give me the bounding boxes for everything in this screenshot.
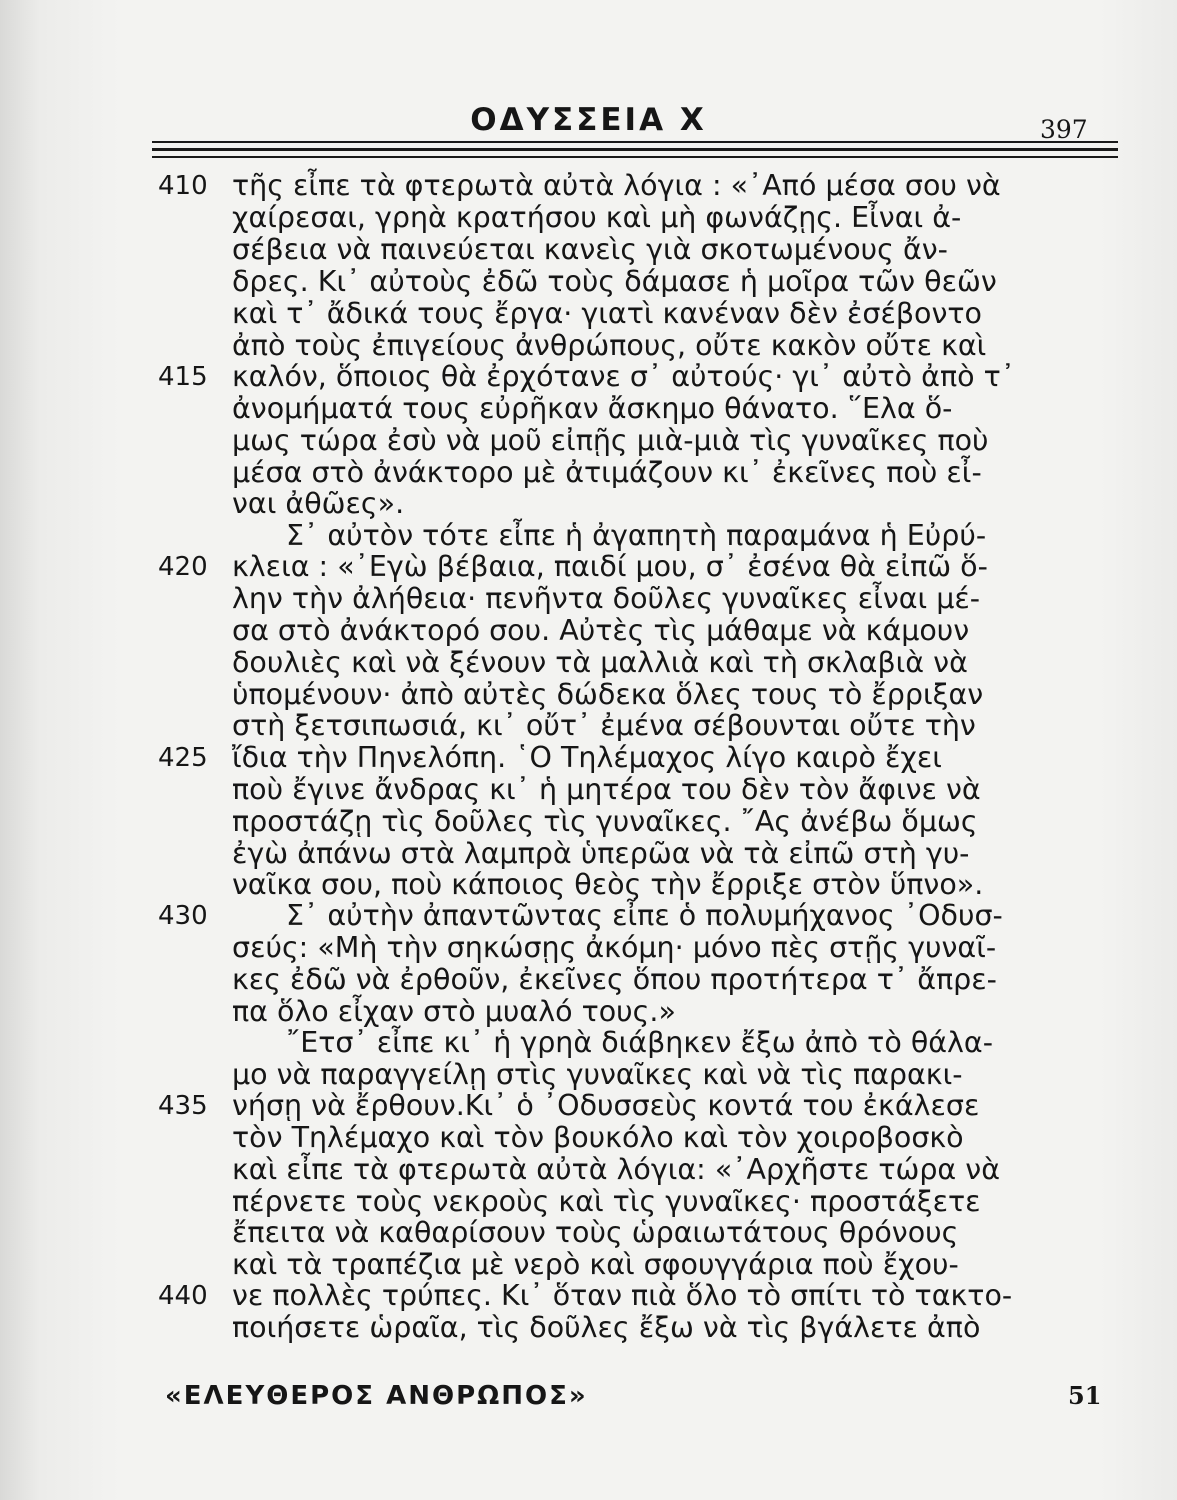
- text-line: ὑπομένουν· ἀπὸ αὐτὲς δώδεκα ὅλες τους τὸ ἔρριξαν: [232, 678, 984, 711]
- text-line: σεύς: «Μὴ τὴν σηκώσῃς ἀκόμη· μόνο πὲς στῇς γυναῖ-: [232, 931, 997, 964]
- text-line: ναῖκα σου, ποὺ κάποιος θεὸς τὴν ἔρριξε στὸν ὕπνο».: [232, 868, 984, 901]
- text-line: μως τώρα ἐσὺ νὰ μοῦ εἰπῇς μιὰ-μιὰ τὶς γυναῖκες ποὺ: [232, 424, 989, 457]
- text-line: σέβεια νὰ παινεύεται κανεὶς γιὰ σκοτωμένους ἄν-: [232, 233, 948, 266]
- text-line: τὸν Τηλέμαχο καὶ τὸν βουκόλο καὶ τὸν χοιροβοσκὸ: [232, 1121, 964, 1154]
- verse-line-number: 440: [158, 1281, 208, 1311]
- text-line: ναι ἀθῶες».: [232, 487, 405, 520]
- verse-line-number: 410: [158, 171, 208, 201]
- verse-line-number: 415: [158, 362, 208, 392]
- header-rule: [152, 156, 1118, 158]
- text-line: καὶ εἶπε τὰ φτερωτὰ αὐτὰ λόγια: «᾿Αρχῆστε τώρα νὰ: [232, 1153, 1000, 1186]
- text-line: δουλιὲς καὶ νὰ ξένουν τὰ μαλλιὰ καὶ τὴ σκλαβιὰ νὰ: [232, 646, 968, 679]
- header-rule: [152, 141, 1118, 143]
- text-line: σα στὸ ἀνάκτορό σου. Αὐτὲς τὶς μάθαμε νὰ κάμουν: [232, 614, 970, 647]
- text-line: ἴδια τὴν Πηνελόπη. ῾Ο Τηλέμαχος λίγο καιρὸ ἔχει: [232, 741, 942, 774]
- text-line: λην τὴν ἀλήθεια· πενῆντα δοῦλες γυναῖκες εἶναι μέ-: [232, 582, 981, 615]
- text-line: ἀπὸ τοὺς ἐπιγείους ἀνθρώπους, οὔτε κακὸν οὔτε καὶ: [232, 329, 987, 362]
- text-line: στὴ ξετσιπωσιά, κι᾿ οὔτ᾿ ἐμένα σέβουνται οὔτε τὴν: [232, 709, 976, 742]
- text-line: κλεια : «᾿Εγὼ βέβαια, παιδί μου, σ᾿ ἐσένα θὰ εἰπῶ ὅ-: [232, 550, 988, 583]
- text-line: νήσῃ νὰ ἔρθουν.Κι᾿ ὁ ᾿Οδυσσεὺς κοντά του ἐκάλεσε: [232, 1089, 980, 1122]
- header-rule: [152, 148, 1118, 151]
- text-line: καλόν, ὅποιος θὰ ἐρχότανε σ᾿ αὐτούς· γι᾿ αὐτὸ ἀπὸ τ᾿: [232, 360, 1016, 393]
- text-line: ποὺ ἔγινε ἄνδρας κι᾿ ἡ μητέρα του δὲν τὸν ἄφινε νὰ: [232, 773, 981, 806]
- text-line: ἔπειτα νὰ καθαρίσουν τοὺς ὡραιωτάτους θρόνους: [232, 1216, 959, 1249]
- text-line: καὶ τὰ τραπέζια μὲ νερὸ καὶ σφουγγάρια ποὺ ἔχου-: [232, 1248, 959, 1281]
- verse-line-number: 420: [158, 552, 208, 582]
- text-line: δρες. Κι᾿ αὐτοὺς ἐδῶ τοὺς δάμασε ἡ μοῖρα τῶν θεῶν: [232, 265, 997, 298]
- text-line: μέσα στὸ ἀνάκτορο μὲ ἀτιμάζουν κι᾿ ἐκεῖνες ποὺ εἶ-: [232, 456, 982, 489]
- text-line-indented: ῎Ετσ᾿ εἶπε κι᾿ ἡ γρηὰ διάβηκεν ἔξω ἀπὸ τὸ θάλα-: [286, 1026, 993, 1059]
- text-line: πα ὅλο εἶχαν στὸ μυαλό τους.»: [232, 995, 676, 1028]
- text-line: μο νὰ παραγγείλῃ στὶς γυναῖκες καὶ νὰ τὶς παρακι-: [232, 1058, 963, 1091]
- text-line: ποιήσετε ὡραῖα, τὶς δοῦλες ἔξω νὰ τὶς βγάλετε ἀπὸ: [232, 1311, 981, 1344]
- text-line: καὶ τ᾿ ἄδικά τους ἔργα· γιατὶ κανέναν δὲν ἐσέβοντο: [232, 297, 982, 330]
- text-line-indented: Σ᾿ αὐτὸν τότε εἶπε ἡ ἀγαπητὴ παραμάνα ἡ Εὐρύ-: [286, 519, 987, 552]
- text-line: ἐγὼ ἀπάνω στὰ λαμπρὰ ὑπερῶα νὰ τὰ εἰπῶ στὴ γυ-: [232, 837, 970, 870]
- footer-publisher: «ΕΛΕΥΘΕΡΟΣ ΑΝΘΡΩΠΟΣ»: [165, 1381, 588, 1411]
- text-line: προστάζῃ τὶς δοῦλες τὶς γυναῖκες. ῎Ας ἀνέβω ὅμως: [232, 805, 978, 838]
- text-line: πέρνετε τοὺς νεκροὺς καὶ τὶς γυναῖκες· προστάξετε: [232, 1185, 981, 1218]
- text-line: κες ἐδῶ νὰ ἐρθοῦν, ἐκεῖνες ὅπου προτήτερα τ᾿ ἄπρε-: [232, 963, 997, 996]
- text-line: νε πολλὲς τρύπες. Κι᾿ ὅταν πιὰ ὅλο τὸ σπίτι τὸ τακτο-: [232, 1279, 1013, 1312]
- text-line: τῆς εἶπε τὰ φτερωτὰ αὐτὰ λόγια : «᾿Από μέσα σου νὰ: [232, 169, 1001, 202]
- text-line: χαίρεσαι, γρηὰ κρατήσου καὶ μὴ φωνάζῃς. Εἶναι ἀ-: [232, 201, 962, 234]
- footer-sheet-number: 51: [1068, 1381, 1102, 1410]
- page-number: 397: [1040, 115, 1088, 144]
- text-line: ἀνομήματά τους εὐρῆκαν ἄσκημο θάνατο. ῞Ελα ὅ-: [232, 392, 953, 425]
- running-header-title: ΟΔΥΣΣΕΙΑ Χ: [470, 102, 707, 138]
- verse-line-number: 435: [158, 1091, 208, 1121]
- verse-line-number: 430: [158, 901, 208, 931]
- verse-line-number: 425: [158, 743, 208, 773]
- text-line-indented: Σ᾿ αὐτὴν ἀπαντῶντας εἶπε ὁ πολυμήχανος ᾿Οδυσ-: [286, 899, 1003, 932]
